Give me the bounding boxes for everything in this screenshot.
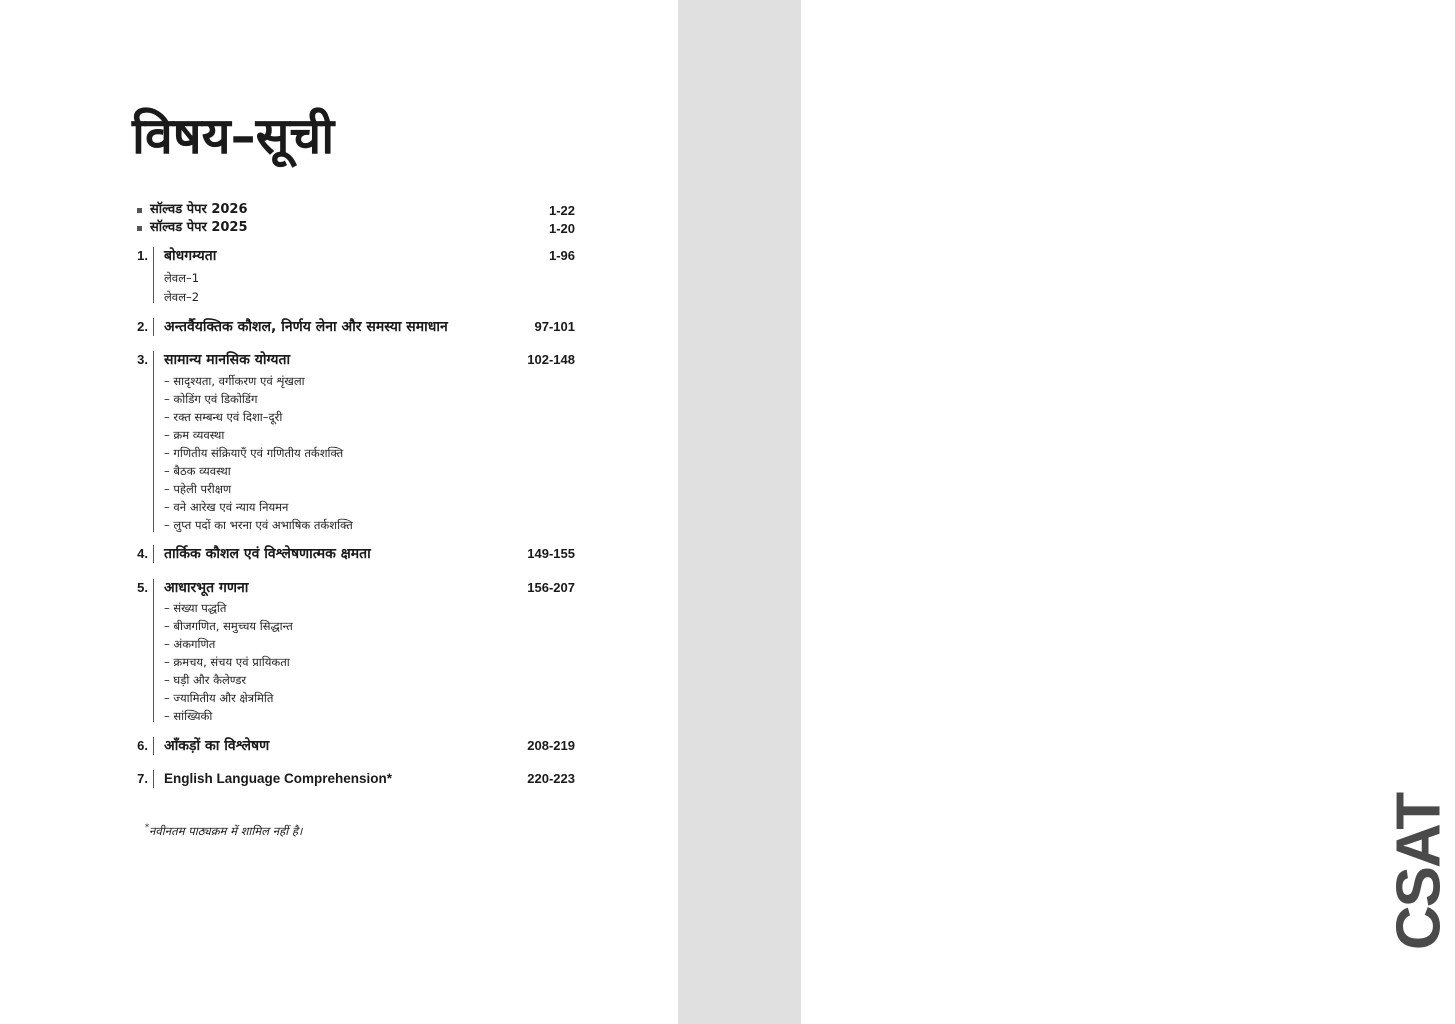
solved-paper-label: सॉल्वड पेपर 2025: [150, 220, 248, 235]
chapter-subtopic: – बैठक व्यवस्था: [164, 464, 231, 478]
chapter-number: 5.: [137, 580, 148, 595]
chapter-subtopic: – कोडिंग एवं डिकोडिंग: [164, 392, 258, 406]
chapter-number: 7.: [137, 771, 148, 786]
chapter-divider: [153, 545, 154, 563]
chapter-title: तार्किक कौशल एवं विश्लेषणात्मक क्षमता: [164, 546, 371, 562]
chapter-subtopic: – वने आरेख एवं न्याय नियमन: [164, 500, 289, 514]
chapter-subtopic: – लुप्त पदों का भरना एवं अभाषिक तर्कशक्ति: [164, 518, 353, 532]
side-tab: [678, 0, 1454, 1024]
chapter-title: आधारभूत गणना: [164, 580, 249, 596]
chapter-pages: 149-155: [527, 546, 575, 561]
chapter-pages: 97-101: [534, 319, 575, 334]
chapter-divider: [153, 247, 154, 303]
chapter-title: अन्तर्वैयक्तिक कौशल, निर्णय लेना और समस्या समाधान: [164, 319, 448, 335]
side-tab-label: CSAT: [1384, 793, 1454, 951]
solved-paper-pages: 1-20: [548, 221, 575, 236]
chapter-divider: [153, 737, 154, 755]
square-bullet-icon: [137, 208, 142, 213]
footnote-mark: *: [145, 823, 149, 832]
chapter-pages: 1-96: [548, 248, 575, 263]
solved-paper-label: सॉल्वड पेपर 2026: [150, 202, 248, 217]
solved-paper-pages: 1-22: [548, 203, 575, 218]
chapter-divider: [153, 770, 154, 788]
chapter-divider: [153, 579, 154, 722]
solved-paper-row: [0, 219, 801, 239]
chapter-title: English Language Comprehension*: [164, 771, 393, 786]
footnote: [145, 820, 302, 839]
footnote-text: नवीनतम पाठ्यक्रम में शामिल नहीं है।: [149, 823, 303, 838]
chapter-subtopic: – सांख्यिकी: [164, 709, 213, 723]
chapter-subtopic: – सादृश्यता, वर्गीकरण एवं शृंखला: [164, 374, 305, 388]
chapter-pages: 102-148: [527, 352, 575, 367]
chapter-number: 3.: [137, 352, 148, 367]
chapter-divider: [153, 318, 154, 336]
chapter-pages: 156-207: [527, 580, 575, 595]
chapter-subtopic: – अंकगणित: [164, 637, 216, 651]
chapter-subtopic: – बीजगणित, समुच्चय सिद्धान्त: [164, 619, 293, 633]
chapter-number: 2.: [137, 319, 148, 334]
solved-paper-row: [0, 201, 801, 221]
chapter-title: आँकड़ों का विश्लेषण: [164, 738, 270, 754]
chapter-subtopic: – घड़ी और कैलेण्डर: [164, 673, 247, 687]
chapter-divider: [153, 351, 154, 532]
chapter-subtopic: – पहेली परीक्षण: [164, 482, 232, 496]
chapter-number: 6.: [137, 738, 148, 753]
chapter-title: सामान्य मानसिक योग्यता: [164, 352, 291, 368]
chapter-pages: 208-219: [527, 738, 575, 753]
chapter-subtopic: – क्रम व्यवस्था: [164, 428, 225, 442]
chapter-number: 4.: [137, 546, 148, 561]
chapter-number: 1.: [137, 248, 148, 263]
chapter-title: बोधगम्यता: [164, 248, 217, 264]
page-title: विषय–सूची: [132, 107, 335, 165]
chapter-subtopic: – गणितीय संक्रियाएँ एवं गणितीय तर्कशक्ति: [164, 446, 344, 460]
chapter-subtopic: – ज्यामितीय और क्षेत्रमिति: [164, 691, 274, 705]
square-bullet-icon: [137, 226, 142, 231]
chapter-subtopic: – क्रमचय, संचय एवं प्रायिकता: [164, 655, 290, 669]
chapter-pages: 220-223: [527, 771, 575, 786]
chapter-subtopic: – रक्त सम्बन्ध एवं दिशा–दूरी: [164, 410, 283, 424]
chapter-subtopic: लेवल–2: [164, 290, 200, 304]
chapter-subtopic: – संख्या पद्धति: [164, 601, 227, 615]
chapter-subtopic: लेवल–1: [164, 271, 200, 285]
